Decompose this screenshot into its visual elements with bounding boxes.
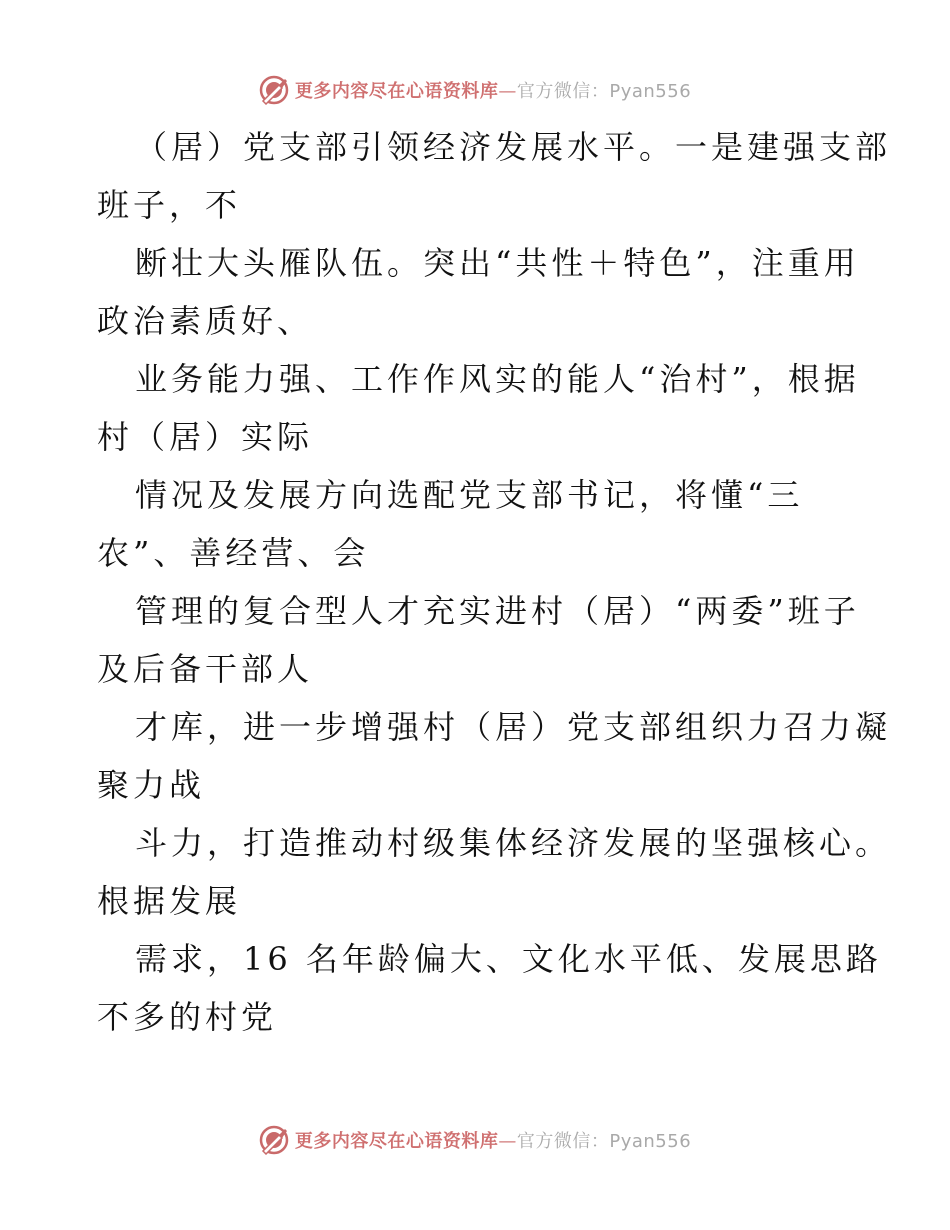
- watermark-dash: —: [498, 81, 517, 102]
- paragraph-line: 断壮大头雁队伍。突出“共性＋特色”，注重用 政治素质好、: [97, 244, 860, 340]
- watermark-brand: 更多内容尽在心语资料库: [294, 81, 499, 102]
- pen-logo-icon: [259, 75, 289, 105]
- footer-watermark: [0, 1122, 950, 1158]
- watermark-brand: 更多内容尽在心语资料库: [294, 1131, 499, 1152]
- watermark-wechat: 官方微信：Pyan556: [516, 1131, 692, 1152]
- document-body: [97, 118, 892, 1046]
- paragraph-line: 管理的复合型人才充实进村（居）“两委”班子 及后备干部人: [97, 592, 860, 688]
- watermark-text: [295, 1127, 691, 1153]
- paragraph-line: （居）党支部引领经济发展水平。一是建强支部 班子，不: [97, 128, 892, 224]
- paragraph-line: 需求，16 名年龄偏大、文化水平低、发展思路 不多的村党: [97, 940, 882, 1036]
- watermark-dash: —: [498, 1131, 517, 1152]
- header-watermark: [0, 72, 950, 108]
- paragraph-line: 情况及发展方向选配党支部书记，将懂“三 农”、善经营、会: [97, 476, 804, 572]
- paragraph-line: 才库，进一步增强村（居）党支部组织力召力凝 聚力战: [97, 708, 892, 804]
- watermark-text: [295, 77, 691, 103]
- paragraph-line: 斗力，打造推动村级集体经济发展的坚强核心。 根据发展: [97, 824, 892, 920]
- paragraph-line: 业务能力强、工作作风实的能人“治村”，根据 村（居）实际: [97, 360, 860, 456]
- pen-logo-icon: [259, 1125, 289, 1155]
- watermark-wechat: 官方微信：Pyan556: [516, 81, 692, 102]
